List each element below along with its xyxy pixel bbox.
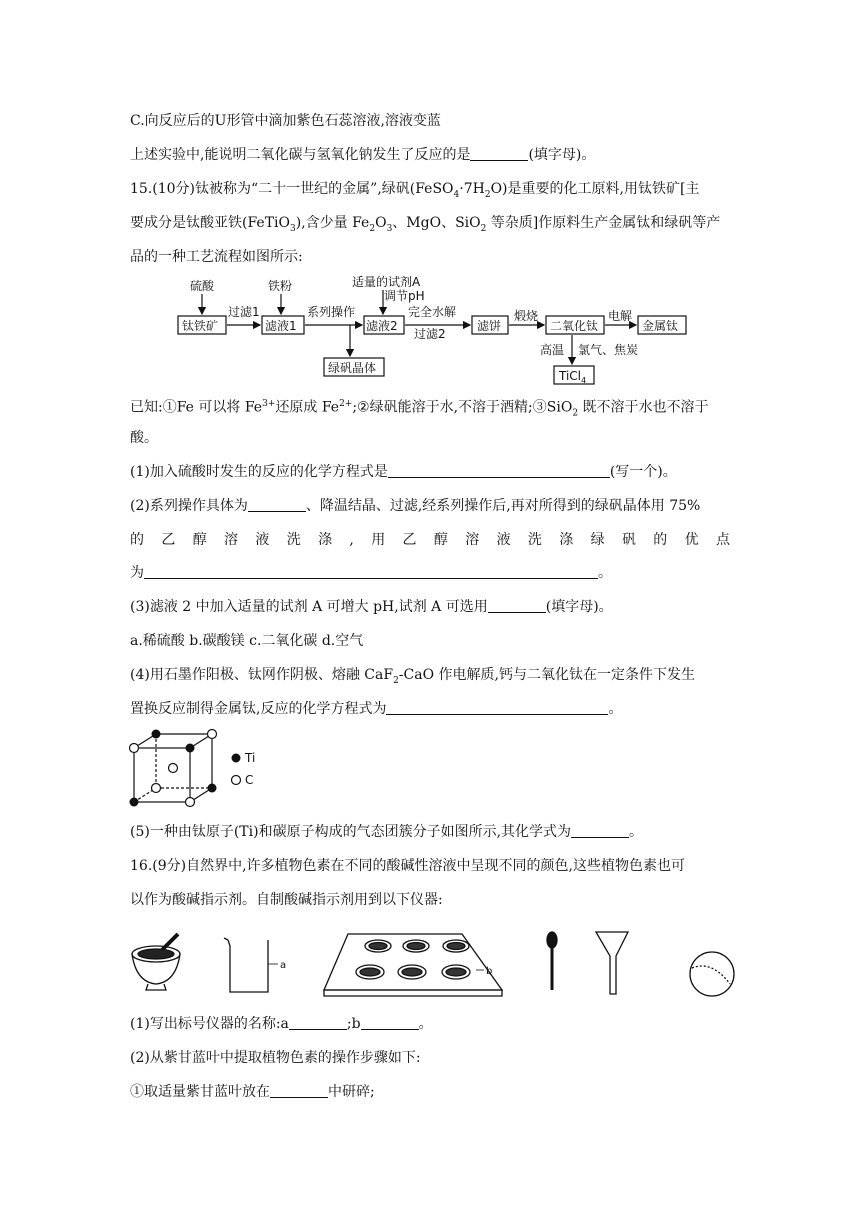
spaced-char: 的 (130, 532, 144, 548)
spaced-char: 洗 (527, 532, 542, 548)
spaced-char: 醇 (433, 532, 448, 548)
answer-blank[interactable] (248, 497, 306, 512)
subquestion-1-line: (1)加入硫酸时发生的反应的化学方程式是 (写一个)。 (130, 464, 677, 480)
subquestion-4-line-2: 置换反应制得金属钛,反应的化学方程式为 。 (130, 701, 623, 717)
subquestion-2-line: (2)系列操作具体为 、降温结晶、过滤,经系列操作后,再对所得到的绿矾晶体用 75% (130, 498, 701, 514)
answer-blank[interactable] (144, 564, 598, 579)
known-conditions-line: 已知:①Fe 可以将 $Fe^{3+}$还原成 $Fe^{2+};②$绿矾能溶于水,不溶于酒精;③SiO$_2$ 既不溶于水也不溶于 (130, 399, 709, 419)
spaced-char: 乙 (161, 532, 176, 548)
flow-label-high-temp: 高温 (540, 343, 565, 357)
flow-label-filter2: 过滤2 (414, 327, 446, 341)
flow-label-sulfuric: 硫酸 (190, 279, 215, 293)
flow-box-tio2: 二氧化钛 (550, 319, 599, 333)
mortar-pestle-icon (132, 934, 180, 990)
flow-label-filter1: 过滤1 (228, 305, 260, 319)
legend-c-label: C (245, 773, 254, 787)
ti-c-cluster-figure (126, 728, 276, 810)
spaced-char: 液 (496, 532, 511, 548)
flow-box-filtrate2: 滤液2 (366, 319, 398, 333)
spaced-char: 的 (653, 532, 668, 548)
question-16-intro-line: 16.(9分)自然界中,许多植物色素在不同的酸碱性溶液中呈现不同的颜色,这些植物色素也可 (130, 858, 685, 874)
beaker-icon (224, 938, 278, 992)
answer-blank-b[interactable] (361, 1015, 419, 1030)
flow-box-crystal: 绿矾晶体 (328, 361, 377, 375)
flow-label-reagent-a: 适量的试剂A (352, 275, 421, 289)
flow-box-metal: 金属钛 (642, 319, 679, 333)
answer-blank[interactable] (270, 1083, 328, 1098)
funnel-icon (596, 932, 628, 994)
answer-blank[interactable] (488, 598, 546, 613)
question-15-intro-line: 15.(10分)钛被称为“二十一世纪的金属”,绿矾$(FeSO_4\cdot 7H_2O)$是重要的化工原料,用钛铁矿[主 (130, 181, 700, 200)
spaced-char: 矾 (621, 532, 636, 548)
flow-box-cake: 滤饼 (477, 319, 502, 333)
subquestion-3-options: a.稀硫酸 b.碳酸镁 c.二氧化碳 d.空气 (130, 633, 364, 649)
flow-label-hydrolysis: 完全水解 (408, 305, 457, 319)
known-conditions-line-2: 酸。 (130, 430, 158, 446)
spaced-char: 优 (684, 532, 699, 548)
flow-label-series-op: 系列操作 (307, 305, 356, 319)
flow-box-filtrate1: 滤液1 (265, 319, 297, 333)
subquestion-16-2-step-1: ①取适量紫甘蓝叶放在 中研碎; (130, 1084, 375, 1100)
question-14-answer-line: 上述实验中,能说明二氧化碳与氢氧化钠发生了反应的是 (填字母)。 (130, 147, 596, 163)
dropper-icon (547, 932, 557, 990)
answer-blank[interactable] (386, 700, 608, 715)
flow-label-chlorine: 氯气、焦炭 (578, 343, 639, 357)
spaced-char: 溶 (465, 532, 480, 548)
flow-label-ironpowder: 铁粉 (268, 279, 293, 293)
subquestion-3-line: (3)滤液 2 中加入适量的试剂 A 可增大 pH,试剂 A 可选用 (填字母)。 (130, 599, 613, 615)
spot-plate-icon (324, 934, 502, 996)
spaced-char: 涤 (318, 532, 333, 548)
subquestion-5-line: (5)一种由钛原子(Ti)和碳原子构成的气态团簇分子如图所示,其化学式为 。 (130, 824, 644, 840)
subquestion-16-2-line: (2)从紫甘蓝叶中提取植物色素的操作步骤如下: (130, 1050, 421, 1066)
flow-box-ticl4: TiCl$_4$ (559, 369, 587, 385)
label-b: b (486, 966, 493, 977)
subquestion-2-line-2 (130, 530, 730, 550)
apparatus-figure (126, 924, 746, 1000)
answer-blank-a[interactable] (289, 1015, 347, 1030)
subquestion-2-line-3: 为 。 (130, 565, 612, 581)
question-16-intro-line-2: 以作为酸碱指示剂。自制酸碱指示剂用到以下仪器: (130, 892, 443, 908)
process-flow-diagram (170, 272, 690, 392)
subquestion-4-line: (4)用石墨作阳极、钛网作阴极、熔融 CaF$_2$-CaO 作电解质,钙与二氧化钛在一定条件下发生 (130, 667, 695, 686)
spaced-char: 涤 (559, 532, 574, 548)
spaced-char: 液 (255, 532, 270, 548)
question-15-intro-line-3: 品的一种工艺流程如图所示: (130, 249, 303, 265)
legend-ti-label: Ti (245, 751, 256, 765)
flow-label-electrolysis: 电解 (608, 309, 633, 323)
spaced-char: 洗 (286, 532, 301, 548)
flow-label-adjust-ph: 调节pH (384, 289, 425, 303)
spaced-char: 绿 (590, 532, 605, 548)
option-c-line: C.向反应后的U形管中滴加紫色石蕊溶液,溶液变蓝 (130, 113, 441, 129)
spaced-char: 用 (371, 532, 386, 548)
label-a: a (280, 960, 287, 971)
flow-label-calcine: 煅烧 (514, 309, 539, 323)
legend-ti-dot (232, 754, 241, 763)
flow-box-ore: 钛铁矿 (182, 319, 219, 333)
question-15-intro-line-2: 要成分是钛酸亚铁(FeTiO$_3$),含少量 $Fe_2O_3$、MgO、SiO$_2$ 等杂质]作原料生产金属钛和绿矾等产 (130, 215, 721, 234)
subquestion-16-1-line: (1)写出标号仪器的名称:a ;b 。 (130, 1016, 433, 1032)
legend-c-dot (232, 776, 241, 785)
spaced-char: 乙 (402, 532, 417, 548)
spaced-char: 点 (715, 532, 730, 548)
spaced-char: 溶 (224, 532, 239, 548)
filter-paper-icon (690, 952, 734, 996)
answer-blank[interactable] (470, 146, 528, 161)
answer-blank[interactable] (571, 823, 629, 838)
spaced-char: , (349, 532, 354, 548)
spaced-char: 醇 (192, 532, 207, 548)
answer-blank[interactable] (388, 463, 610, 478)
